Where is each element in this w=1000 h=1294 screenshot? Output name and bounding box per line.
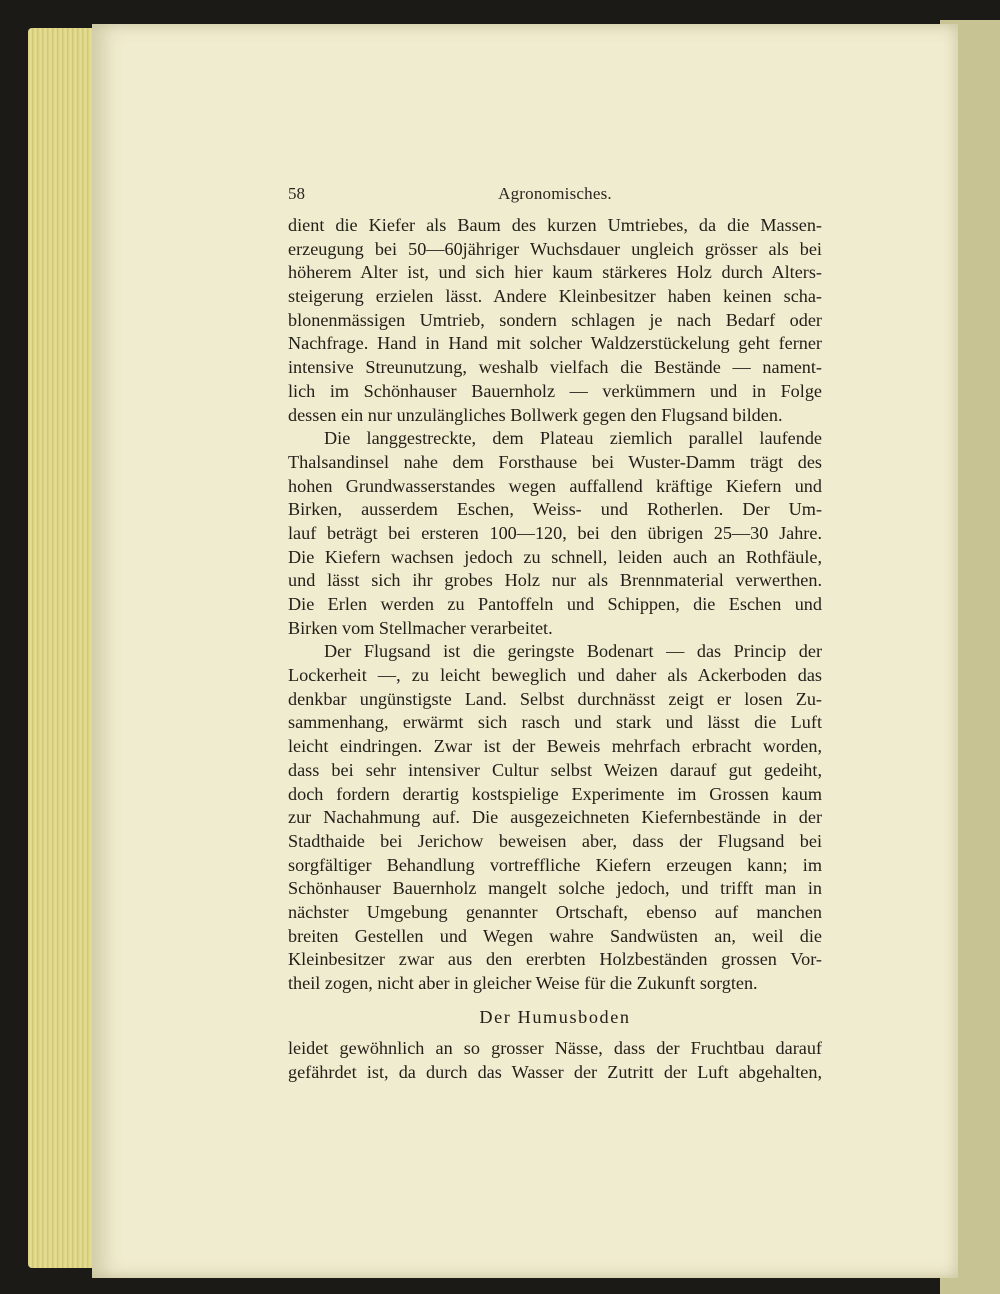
text-line: breiten Gestellen und Wegen wahre Sandwüsten an, weil die <box>288 925 822 946</box>
text-line: steigerung erzielen lässt. Andere Kleinbesitzer haben keinen scha- <box>288 286 822 307</box>
text-line: gefährdet ist, da durch das Wasser der Zutritt der Luft abgehalten, <box>288 1062 822 1083</box>
text-line: Stadthaide bei Jerichow beweisen aber, dass der Flugsand bei <box>288 830 822 851</box>
text-line: Die Kiefern wachsen jedoch zu schnell, leiden auch an Rothfäule, <box>288 546 822 567</box>
text-line: dient die Kiefer als Baum des kurzen Umtriebes, da die Massen- <box>288 215 822 235</box>
text-line: Der Flugsand ist die geringste Bodenart — das Princip der <box>324 641 822 662</box>
text-line: leicht eindringen. Zwar ist der Beweis mehrfach erbracht worden, <box>288 736 822 757</box>
text-line: dessen ein nur unzulängliches Bollwerk gegen den Flugsand bilden. <box>288 404 783 425</box>
text-line: Birken, ausserdem Eschen, Weiss- und Rotherlen. Der Um- <box>288 499 822 520</box>
text-line: Thalsandinsel nahe dem Forsthause bei Wuster-Damm trägt des <box>288 451 822 472</box>
text-line: Die Erlen werden zu Pantoffeln und Schippen, die Eschen und <box>288 594 822 614</box>
text-line: denkbar ungünstigste Land. Selbst durchnässt zeigt er losen Zu- <box>288 688 822 709</box>
text-line: erzeugung bei 50—60jähriger Wuchsdauer ungleich grösser als bei <box>288 238 822 259</box>
text-line: Birken vom Stellmacher verarbeitet. <box>288 617 553 638</box>
text-line: Kleinbesitzer zwar aus den ererbten Holzbeständen grossen Vor- <box>288 949 822 970</box>
text-line: hohen Grundwasserstandes wegen auffallend kräftige Kiefern und <box>288 475 822 496</box>
text-line: intensive Streunutzung, weshalb vielfach die Bestände — nament- <box>288 357 822 378</box>
section-heading: Der Humusboden <box>479 1006 631 1027</box>
text-line: sorgfältiger Behandlung vortreffliche Kiefern erzeugen kann; im <box>288 854 822 875</box>
text-line: Nachfrage. Hand in Hand mit solcher Waldzerstückelung geht ferner <box>288 333 822 354</box>
body-text <box>288 214 822 1085</box>
text-line: Lockerheit —, zu leicht beweglich und daher als Ackerboden das <box>288 665 822 686</box>
running-title: Agronomisches. <box>498 184 612 203</box>
text-line: sammenhang, erwärmt sich rasch und stark und lässt die Luft <box>288 712 822 733</box>
text-line: höherem Alter ist, und sich hier kaum stärkeres Holz durch Alters- <box>288 262 822 283</box>
text-line: blonenmässigen Umtrieb, sondern schlagen je nach Bedarf oder <box>288 309 822 330</box>
page-number: 58 <box>288 184 305 203</box>
text-line: zur Nachahmung auf. Die ausgezeichneten Kiefernbestände in der <box>288 807 822 828</box>
text-line: lich im Schönhauser Bauernholz — verkümmern und in Folge <box>288 380 822 401</box>
text-line: Schönhauser Bauernholz mangelt solche jedoch, und trifft man in <box>288 878 822 899</box>
text-line: lauf beträgt bei ersteren 100—120, bei den übrigen 25—30 Jahre. <box>288 522 822 543</box>
page-header <box>288 184 822 208</box>
text-line: leidet gewöhnlich an so grosser Nässe, dass der Fruchtbau darauf <box>288 1038 822 1059</box>
text-line: Die langgestreckte, dem Plateau ziemlich parallel laufende <box>324 428 822 449</box>
text-line: und lässt sich ihr grobes Holz nur als Brennmaterial verwerthen. <box>288 570 822 591</box>
text-line: dass bei sehr intensiver Cultur selbst Weizen darauf gut gedeiht, <box>288 759 822 780</box>
text-line: doch fordern derartig kostspielige Experimente im Grossen kaum <box>288 783 822 804</box>
text-line: theil zogen, nicht aber in gleicher Weise für die Zukunft sorgten. <box>288 973 758 993</box>
text-line: nächster Umgebung genannter Ortschaft, ebenso auf manchen <box>288 901 822 922</box>
